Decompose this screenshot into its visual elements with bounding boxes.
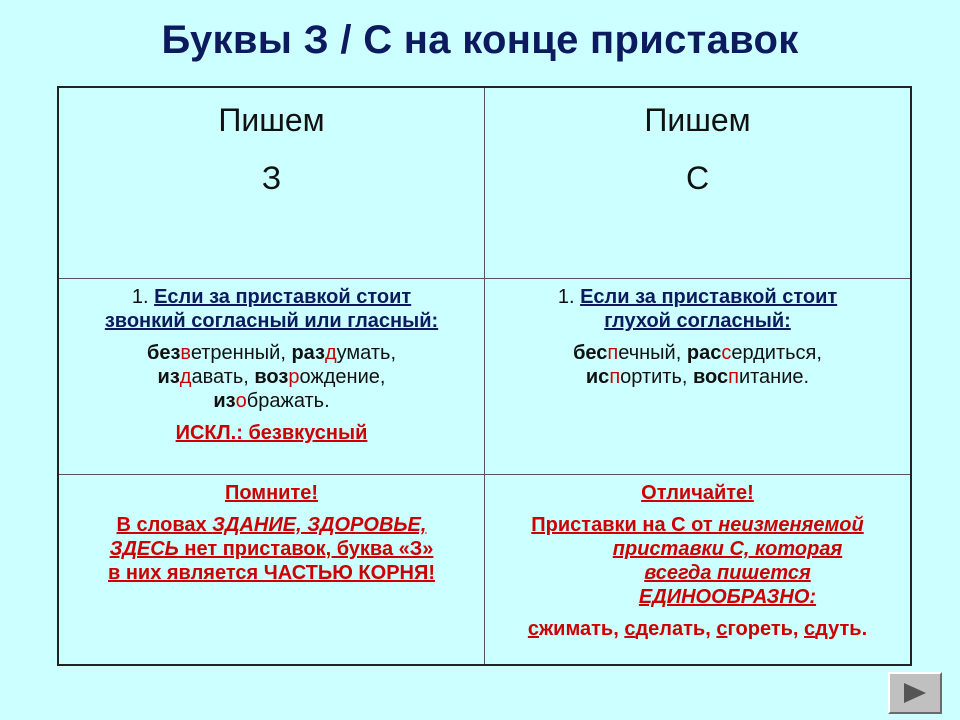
example-word: возрождение, <box>254 366 386 388</box>
header-row <box>58 87 911 279</box>
next-slide-button[interactable] <box>888 672 942 714</box>
note-examples <box>485 617 910 641</box>
rule-number: 1. <box>557 286 575 308</box>
example-word: изображать. <box>213 390 330 412</box>
example-word: рассердиться, <box>686 342 822 364</box>
rule-condition: Если за приставкой стоит <box>580 286 838 308</box>
rules-row <box>58 279 911 475</box>
rule-number: 1. <box>131 286 149 308</box>
rule-condition: глухой согласный: <box>604 310 791 332</box>
header-word: Пишем <box>218 102 325 138</box>
rule-condition: звонкий согласный или гласный: <box>104 310 439 332</box>
header-cell-z <box>58 87 485 279</box>
header-letter: С <box>685 160 710 196</box>
example-words <box>59 341 484 413</box>
example-word: сжимать, <box>527 618 625 640</box>
example-word: безветренный, <box>146 342 292 364</box>
note-body: В словах ЗДАНИЕ, ЗДОРОВЬЕ, ЗДЕСЬ нет приставок, буква «З» в них является ЧАСТЬЮ КОРНЯ! <box>107 514 436 584</box>
note-body: Приставки на С от неизменяемой приставки С, которая всегда пишется ЕДИНООБРАЗНО: <box>531 514 864 608</box>
page-title: Буквы З / С на конце приставок <box>161 18 799 62</box>
note-title: Помните! <box>224 482 319 504</box>
example-word: сгореть, <box>716 618 805 640</box>
play-next-icon <box>902 682 928 704</box>
example-word: воспитание. <box>693 366 810 388</box>
notes-row <box>58 475 911 666</box>
example-word: издавать, <box>157 366 255 388</box>
header-word: Пишем <box>644 102 751 138</box>
rule-text <box>59 285 484 333</box>
exception-note: ИСКЛ.: безвкусный <box>175 422 368 444</box>
rule-condition: Если за приставкой стоит <box>154 286 412 308</box>
note-cell-remember <box>58 475 485 666</box>
example-word: беспечный, <box>573 342 687 364</box>
example-word: испортить, <box>585 366 693 388</box>
rule-cell-z <box>58 279 485 475</box>
note-cell-distinguish <box>485 475 912 666</box>
note-title: Отличайте! <box>641 482 754 504</box>
header-cell-s <box>485 87 912 279</box>
rule-cell-s <box>485 279 912 475</box>
example-word: раздумать, <box>291 342 397 364</box>
rules-table <box>57 86 912 666</box>
example-word: сдуть. <box>804 618 868 640</box>
header-letter: З <box>261 160 282 196</box>
example-words <box>485 341 910 389</box>
example-word: сделать, <box>624 618 717 640</box>
rule-text <box>485 285 910 333</box>
